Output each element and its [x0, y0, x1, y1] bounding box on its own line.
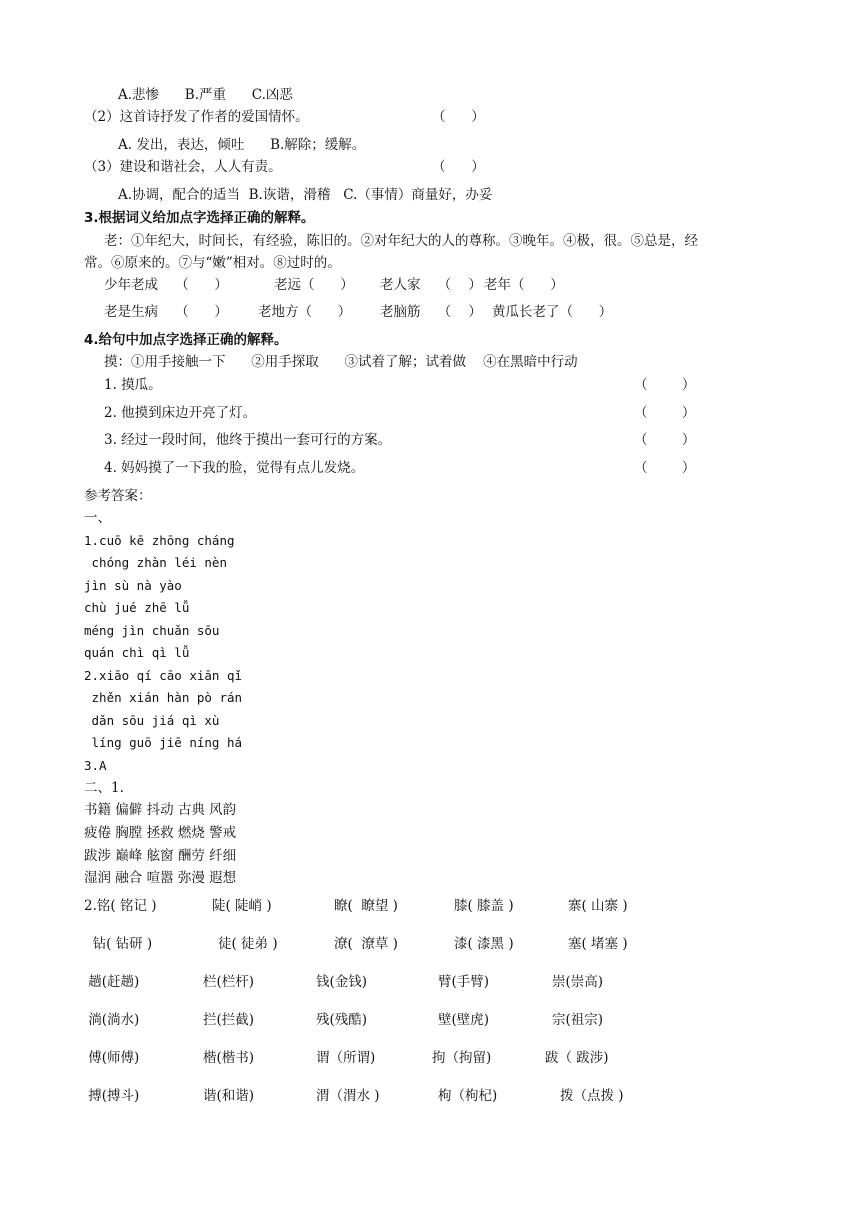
answer-blank: （ ） — [432, 159, 485, 175]
pinyin-line: 3.A — [84, 758, 107, 773]
pinyin-line: zhěn xián hàn pò rán — [84, 690, 243, 705]
word-line: 湿润 融合 喧嚣 弥漫 遐想 — [84, 870, 237, 886]
definition-line: 老：①年纪大，时间长，有经验，陈旧的。②对年纪大的人的尊称。③晚年。④极，很。⑤总是，经 — [104, 233, 698, 249]
grid-cell: 渭（渭水 ) — [316, 1088, 380, 1104]
grid-cell: 瞭( 瞭望 ) — [334, 898, 398, 914]
grid-cell: 寨( 山寨 ) — [568, 898, 628, 914]
pinyin-line: quán chì qì lǚ — [84, 645, 190, 660]
grid-cell: 崇(崇高) — [552, 974, 604, 990]
answer-blank: （ ） — [634, 377, 696, 393]
definition-line: 摸：①用手接触一下 ②用手探取 ③试着了解；试着做 ④在黑暗中行动 — [104, 354, 578, 370]
grid-cell: 谓（所谓) — [316, 1050, 376, 1066]
definition-line: 常。⑥原来的。⑦与“嫩”相对。⑧过时的。 — [84, 255, 341, 271]
grid-cell: 漆( 漆黑 ) — [454, 936, 514, 952]
grid-cell: 跋（ 跋涉) — [545, 1050, 609, 1066]
q3-row-1-item: 老远（ ） — [274, 277, 354, 293]
grid-cell: 壁(壁虎) — [438, 1012, 490, 1028]
pinyin-line: chóng zhàn léi nèn — [84, 555, 227, 570]
grid-cell: 膝( 膝盖 ) — [454, 898, 514, 914]
word-line: 疲倦 胸膛 拯救 燃烧 警戒 — [84, 825, 237, 841]
grid-cell: 宗(祖宗) — [552, 1012, 604, 1028]
grid-cell: 塞( 堵塞 ) — [568, 936, 628, 952]
grid-cell: 潦( 潦草 ) — [334, 936, 398, 952]
grid-cell: 拦(拦截) — [203, 1012, 255, 1028]
pinyin-line: dǎn sōu jiá qì xù — [84, 713, 220, 728]
options-line: A.悲惨 B.严重 C.凶恶 — [118, 87, 293, 103]
grid-cell: 钱(金钱) — [316, 974, 368, 990]
grid-cell: 栏(栏杆) — [203, 974, 255, 990]
q3-row-1-item: 老人家 （ ） — [380, 277, 482, 293]
word-line: 跋涉 巅峰 舷窗 酬劳 纤细 — [84, 848, 237, 864]
grid-cell: 趟(赶趟) — [84, 974, 140, 990]
q3-row-2-item: 老是生病 （ ） — [104, 304, 228, 320]
question-item-3: （3）建设和谐社会，人人有责。 — [84, 159, 282, 175]
pinyin-line: 1.cuō kē zhōng cháng — [84, 533, 235, 548]
grid-cell: 钻( 钻研 ) — [84, 936, 153, 952]
answers-part-1: 一、 — [84, 510, 111, 526]
grid-cell: 2.铭( 铭记 ) — [84, 898, 157, 914]
pinyin-line: líng guō jiē níng há — [84, 735, 243, 750]
grid-cell: 枸（枸杞) — [438, 1088, 498, 1104]
question-3-title: 3.根据词义给加点字选择正确的解释。 — [84, 210, 315, 226]
pinyin-line: méng jìn chuǎn sōu — [84, 623, 220, 638]
grid-cell: 楷(楷书) — [203, 1050, 255, 1066]
grid-cell: 傅(师傅) — [84, 1050, 140, 1066]
answer-blank: （ ） — [634, 405, 696, 421]
q4-item: 2. 他摸到床边开亮了灯。 — [104, 405, 257, 421]
q4-item: 3. 经过一段时间，他终于摸出一套可行的方案。 — [104, 432, 392, 448]
grid-cell: 淌(淌水) — [84, 1012, 140, 1028]
q4-item: 1. 摸瓜。 — [104, 377, 162, 393]
options-line: A. 发出，表达，倾吐 B.解除；缓解。 — [118, 137, 366, 153]
answer-blank: （ ） — [432, 109, 485, 125]
q4-item: 4. 妈妈摸了一下我的脸，觉得有点儿发烧。 — [104, 460, 365, 476]
q3-row-2-item: 黄瓜长老了（ ） — [492, 304, 613, 320]
answers-heading: 参考答案： — [84, 488, 152, 504]
grid-cell: 残(残酷) — [316, 1012, 368, 1028]
answers-part-2: 二、1. — [84, 780, 124, 796]
pinyin-line: jìn sù nà yào — [84, 578, 182, 593]
grid-cell: 拘（拘留) — [432, 1050, 492, 1066]
word-line: 书籍 偏僻 抖动 古典 风韵 — [84, 802, 237, 818]
grid-cell: 搏(搏斗) — [84, 1088, 140, 1104]
grid-cell: 徒( 徒弟 ) — [218, 936, 278, 952]
options-line: A.协调，配合的适当 B.诙谐，滑稽 C.（事情）商量好，办妥 — [118, 187, 493, 203]
answer-blank: （ ） — [634, 460, 696, 476]
q3-row-1-item: 少年老成 （ ） — [104, 277, 228, 293]
q3-row-1-item: 老年（ ） — [484, 277, 564, 293]
q3-row-2-item: 老脑筋 （ ） — [380, 304, 482, 320]
grid-cell: 陡( 陡峭 ) — [212, 898, 272, 914]
pinyin-line: 2.xiāo qí cāo xiān qǐ — [84, 668, 243, 683]
grid-cell: 臂(手臂) — [438, 974, 490, 990]
grid-cell: 拨（点拨 ) — [560, 1088, 624, 1104]
grid-cell: 谐(和谐) — [203, 1088, 255, 1104]
q3-row-2-item: 老地方（ ） — [258, 304, 352, 320]
question-item-2: （2）这首诗抒发了作者的爱国情怀。 — [84, 109, 309, 125]
answer-blank: （ ） — [634, 432, 696, 448]
question-4-title: 4.给句中加点字选择正确的解释。 — [84, 332, 288, 348]
pinyin-line: chù jué zhē lǚ — [84, 600, 190, 615]
